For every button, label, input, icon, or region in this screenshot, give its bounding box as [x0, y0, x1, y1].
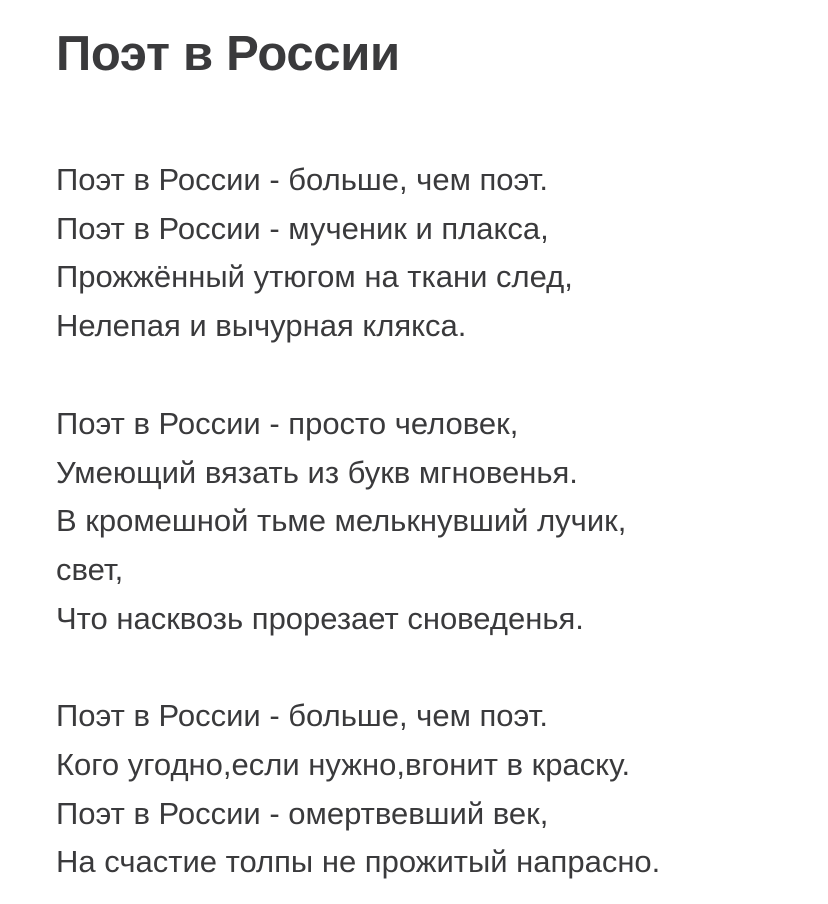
poem-line: В кромешной тьме мелькнувший лучик, [56, 503, 627, 539]
poem-line: На счастие толпы не прожитый напрасно. [56, 844, 661, 880]
note-title: Поэт в России [56, 27, 400, 81]
poem-line: Поэт в России - больше, чем поэт. [56, 162, 549, 197]
note-body [56, 0, 808, 887]
poem-line: Поэт в России - больше, чем поэт. [56, 698, 549, 734]
poem-line: Поэт в России - мученик и плакса, [56, 210, 549, 246]
poem-line: Поэт в России - омертвевший век, [56, 795, 549, 831]
poem-line: Прожжённый утюгом на ткани след, [56, 259, 573, 295]
stanza-1 [56, 156, 808, 351]
stanza-3 [56, 692, 808, 887]
poem-line: Нелепая и вычурная клякса. [56, 308, 467, 344]
poem-line: свет, [56, 551, 124, 587]
poem-line: Умеющий вязать из букв мгновенья. [56, 454, 578, 490]
stanza-2 [56, 400, 808, 644]
poem-line: Что насквозь прорезает сноведенья. [56, 600, 584, 636]
poem-line: Кого угодно,если нужно,вгонит в краску. [56, 747, 631, 783]
poem-line: Поэт в России - просто человек, [56, 405, 519, 441]
